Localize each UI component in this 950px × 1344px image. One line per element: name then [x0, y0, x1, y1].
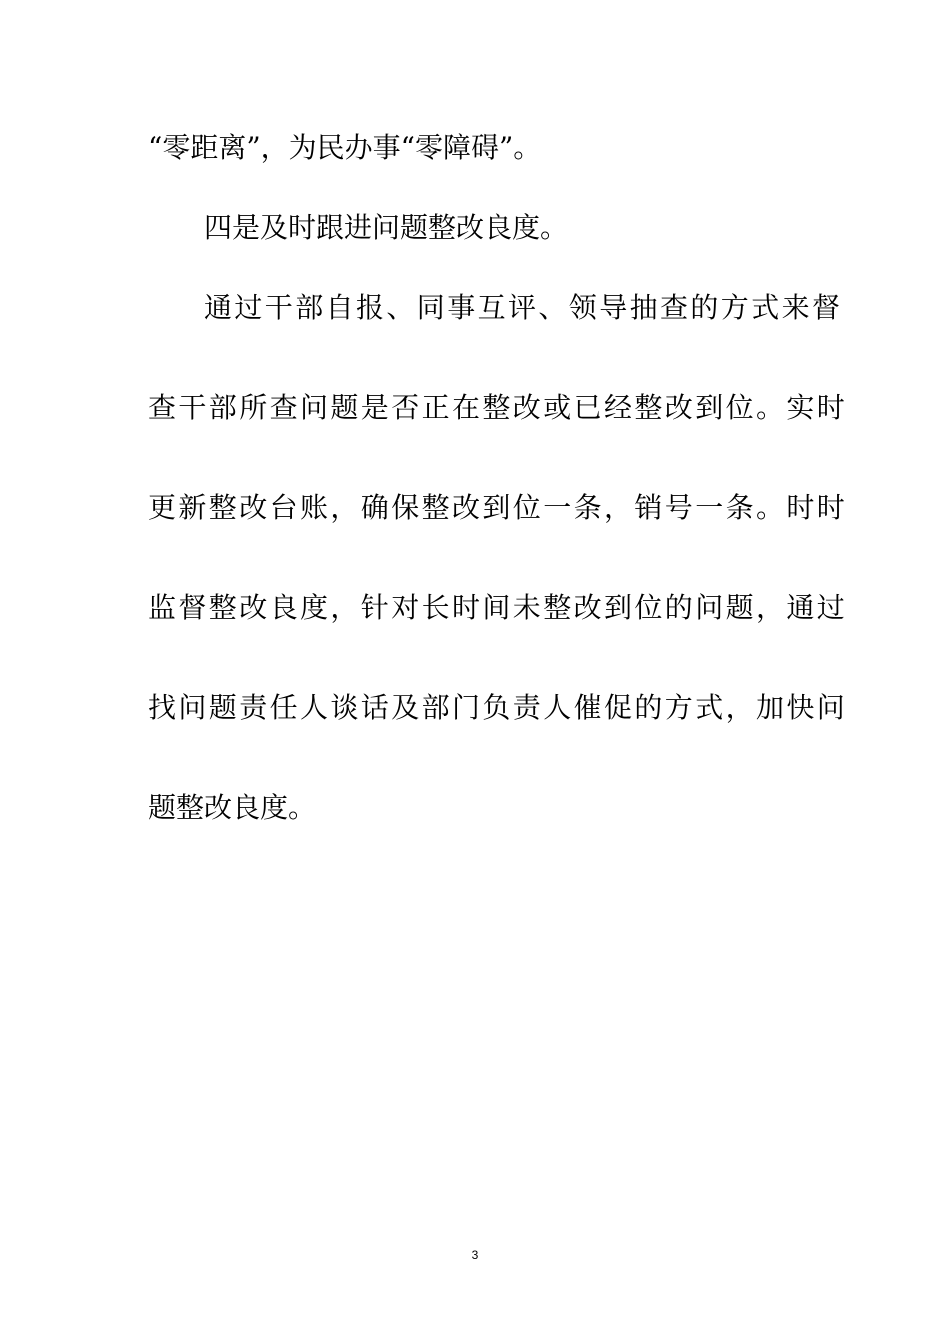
- paragraph-line-7: 找问题责任人谈话及部门负责人催促的方式，加快问: [148, 691, 848, 724]
- paragraph-line-4: 查干部所查问题是否正在整改或已经整改到位。实时: [148, 391, 848, 424]
- page-number: 3: [471, 1248, 479, 1262]
- paragraph-line-5: 更新整改台账，确保整改到位一条，销号一条。时时: [148, 491, 848, 524]
- paragraph-line-6: 监督整改良度，针对长时间未整改到位的问题，通过: [148, 591, 848, 624]
- section-heading: 四是及时跟进问题整改良度。: [204, 211, 569, 244]
- paragraph-line-3: 通过干部自报、同事互评、领导抽查的方式来督: [204, 291, 843, 324]
- paragraph-line-8: 题整改良度。: [148, 791, 317, 824]
- paragraph-line-1: “零距离”，为民办事“零障碍”。: [148, 131, 542, 164]
